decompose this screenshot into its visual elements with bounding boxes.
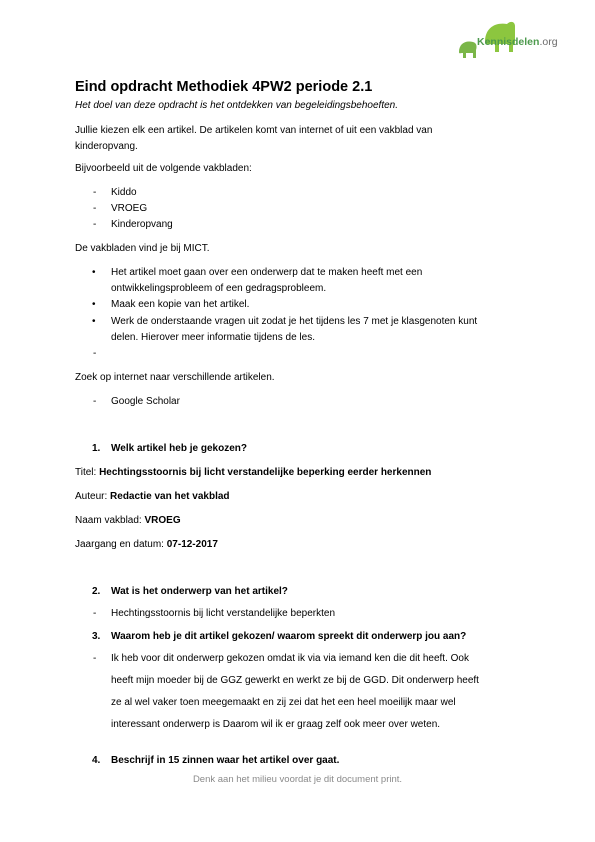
question-number: 3. (92, 631, 101, 642)
question-2: Wat is het onderwerp van het artikel? (111, 586, 288, 597)
dash-marker: - (93, 608, 97, 619)
question-4: Beschrijf in 15 zinnen waar het artikel over gaat. (111, 755, 340, 766)
dash-marker: - (93, 348, 97, 359)
intro-line-1: Jullie kiezen elk een artikel. De artikelen komt van internet of uit een vakblad van (75, 125, 433, 136)
rule-1-line-2: ontwikkelingsprobleem of een gedragsprobleem. (111, 283, 327, 294)
rule-3-line-2: delen. Hierover meer informatie tijdens de les. (111, 332, 315, 343)
list-item: VROEG (111, 203, 148, 214)
vakblad-row: Naam vakblad: VROEG (75, 515, 181, 526)
datum-row: Jaargang en datum: 07-12-2017 (75, 539, 218, 550)
question-number: 4. (92, 755, 101, 766)
dash-marker: - (93, 203, 97, 214)
bullet-marker: • (92, 316, 96, 327)
rule-2: Maak een kopie van het artikel. (111, 299, 250, 310)
dash-marker: - (93, 219, 97, 230)
dash-marker: - (93, 187, 97, 198)
titel-row: Titel: Hechtingsstoornis bij licht verstandelijke beperking eerder herkennen (75, 467, 432, 478)
answer-2: Hechtingsstoornis bij licht verstandelijke beperkten (111, 608, 336, 619)
page-title: Eind opdracht Methodiek 4PW2 periode 2.1 (75, 79, 373, 95)
answer-3-line-1: Ik heb voor dit onderwerp gekozen omdat ik via via iemand ken die dit heeft. Ook (111, 653, 469, 664)
intro-example: Bijvoorbeeld uit de volgende vakbladen: (75, 163, 252, 174)
search-text: Zoek op internet naar verschillende artikelen. (75, 372, 275, 383)
question-number: 1. (92, 443, 101, 454)
dash-marker: - (93, 396, 97, 407)
search-source: Google Scholar (111, 396, 180, 407)
dash-marker: - (93, 653, 97, 664)
mict-text: De vakbladen vind je bij MICT. (75, 243, 210, 254)
question-3: Waarom heb je dit artikel gekozen/ waarom spreekt dit onderwerp jou aan? (111, 631, 467, 642)
page-footer: Denk aan het milieu voordat je dit document print. (192, 774, 403, 785)
bullet-marker: • (92, 299, 96, 310)
auteur-row: Auteur: Redactie van het vakblad (75, 491, 230, 502)
page-subtitle: Het doel van deze opdracht is het ontdekken van begeleidingsbehoeften. (75, 100, 399, 111)
list-item: Kinderopvang (111, 219, 173, 230)
list-item: Kiddo (111, 187, 137, 198)
question-1: Welk artikel heb je gekozen? (111, 443, 247, 454)
rule-3-line-1: Werk de onderstaande vragen uit zodat je het tijdens les 7 met je klasgenoten kunt (111, 316, 478, 327)
intro-line-2: kinderopvang. (75, 141, 138, 152)
rule-1-line-1: Het artikel moet gaan over een onderwerp dat te maken heeft met een (111, 267, 423, 278)
bullet-marker: • (92, 267, 96, 278)
kennisdelen-logo (455, 16, 575, 60)
answer-3-line-2: heeft mijn moeder bij de GGZ gewerkt en werkt ze bij de GGD. Dit onderwerp heeft (111, 675, 479, 686)
question-number: 2. (92, 586, 101, 597)
logo-text: Kennisdelen.org (477, 36, 558, 48)
answer-3-line-3: ze al wel vaker toen meegemaakt en zij zei dat het een heel moeilijk maar wel (111, 697, 456, 708)
answer-3-line-4: interessant onderwerp is Daarom wil ik er graag zelf ook meer over weten. (111, 719, 441, 730)
